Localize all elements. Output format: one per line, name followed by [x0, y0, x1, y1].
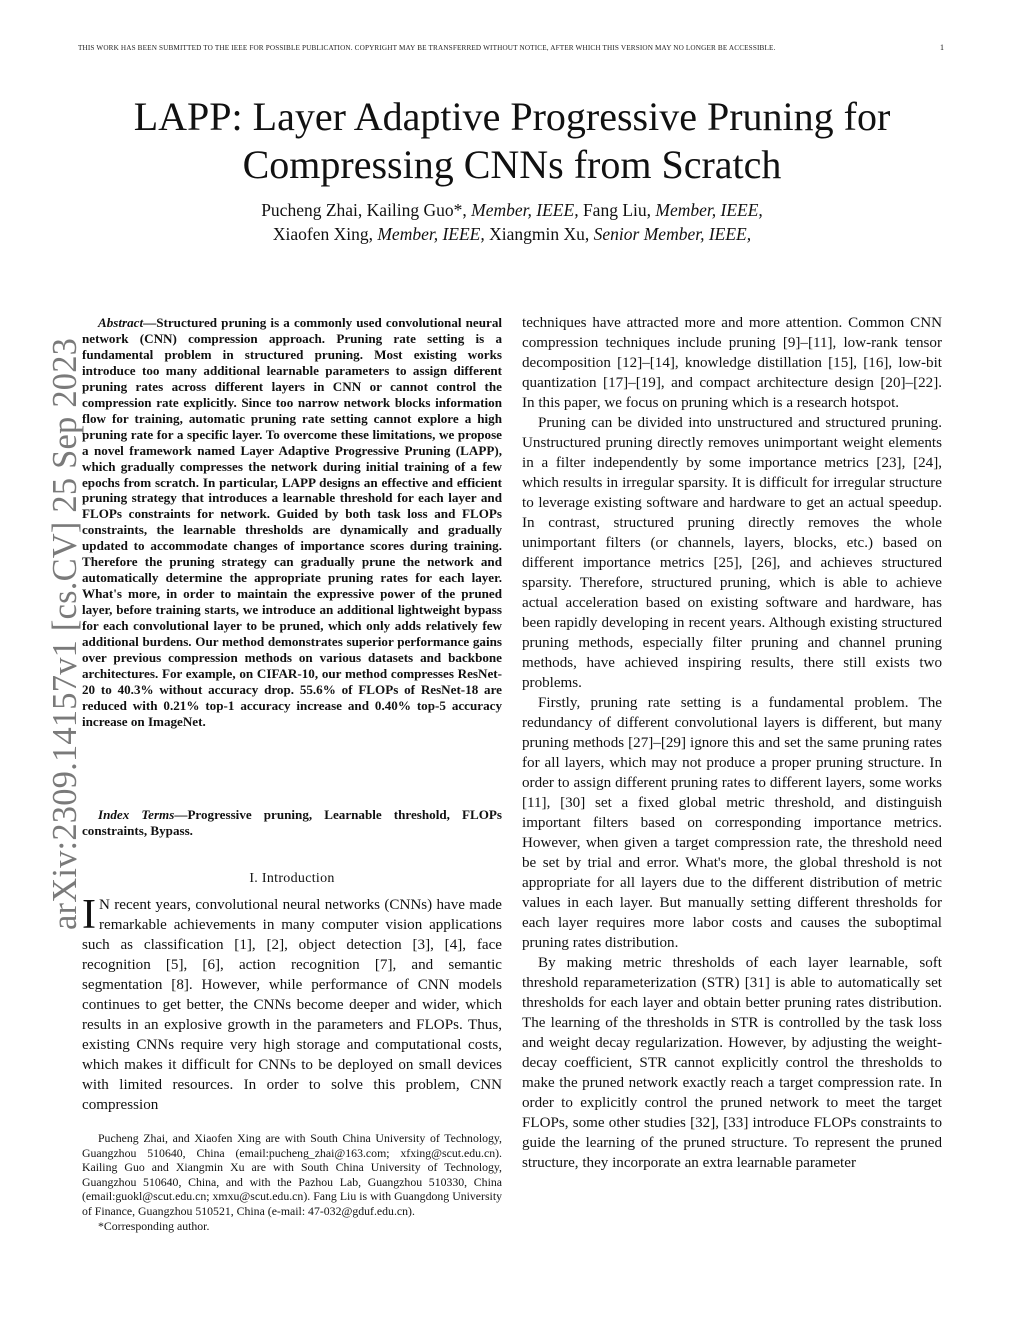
author-3: Xiaofen Xing, — [272, 224, 373, 244]
index-terms — [82, 807, 502, 839]
right-paragraph-3: Firstly, pruning rate setting is a fundamental problem. The redundancy of different convolutional layers is different, but many pruning methods [27]–[29] ignore this and set the same pruning rates for all layers, which may not produce a proper pruning structure. In order to assign different pruning rates to different layers, some works [11], [30] set a fixed global metric threshold, and distinguish important filters based on corresponding importance metrics. However, when given a target compression rate, the threshold need be set by trial and error. What's more, the global threshold is not appropriate for all layers due to the different distribution of metric values in each layer. But manually setting different thresholds for each layer requires more labor costs and causes the suboptimal pruning rates distribution. — [522, 695, 942, 951]
author-3-role: Member, IEEE, — [377, 224, 485, 244]
intro-text: N recent years, convolutional neural networks (CNNs) have made remarkable achievements in many computer vision applications such as classification [1], [2], object detection [3], [4], face recognition [5], [6], action recognition [7], and semantic segmentation [8]. However, while performance of CNN models continues to get better, the CNNs become deeper and wider, which results in an explosive growth in the parameters and FLOPs. Thus, existing CNNs require very high storage and computational costs, which makes it difficult for CNNs to be deployed on small devices with limited resources. In order to solve this problem, CNN compression — [82, 897, 502, 1113]
running-head: THIS WORK HAS BEEN SUBMITTED TO THE IEEE FOR POSSIBLE PUBLICATION. COPYRIGHT MAY BE TRANSFERRED WITHOUT NOTICE, AFTER WHICH THIS VERSION MAY NO LONGER BE ACCESSIBLE. — [78, 44, 776, 52]
author-line-1 — [100, 198, 924, 222]
title-line-2: Compressing CNNs from Scratch — [242, 142, 782, 187]
right-column — [522, 313, 942, 1173]
paper-title — [100, 93, 924, 189]
index-terms-label: Index Terms — [98, 807, 175, 822]
page-number: 1 — [940, 43, 944, 52]
right-paragraph-2: Pruning can be divided into unstructured and structured pruning. Unstructured pruning directly removes unimportant weight elements in a filter independently by some importance metrics [23], [24], which results in irregular sparsity. It is difficult for irregular structure to leverage existing software and hardware to get an actual speedup. In contrast, structured pruning directly removes the whole unimportant filters (or channels, layers, blocks, etc.) based on different importance metrics [25], [26], and achieves structured sparsity. Therefore, structured pruning, which is able to achieve actual acceleration based on existing software and hardware, has been rapidly developing in recent years. Although existing structured pruning methods, especially filter pruning and channel pruning methods, have achieved inspiring results, there still exists two problems. — [522, 415, 942, 691]
abstract-label: Abstract — [98, 315, 144, 330]
footnote-corresponding: *Corresponding author. — [98, 1218, 210, 1233]
index-terms-text: —Progressive pruning, Learnable threshold, FLOPs constraints, Bypass. — [82, 807, 502, 838]
author-list — [100, 198, 924, 246]
right-paragraph-1: techniques have attracted more and more attention. Common CNN compression techniques include pruning [9]–[11], low-rank tensor decomposition [12]–[14], knowledge distillation [15], [16], low-bit quantization [17]–[19], and compact architecture design [20]–[22]. In this paper, we focus on pruning which is a research hotspot. — [522, 315, 942, 411]
right-paragraph-4: By making metric thresholds of each layer learnable, soft threshold reparameterization (STR) [31] is able to automatically set thresholds for each layer and obtain better pruning rates distribution. The learning of the thresholds in STR is controlled by the task loss and weight decay regularization. However, by adjusting the weight-decay coefficient, STR cannot explicitly control the thresholds to make the pruned network exactly reach a target compression rate. In order to explicitly control the pruned network to meet the target FLOPs, some other studies [32], [33] introduce FLOPs constraints to guide the learning of the pruned structure. To represent the pruned structure, they incorporate an extra learnable parameter — [522, 955, 942, 1171]
author-4-role: Senior Member, IEEE, — [593, 224, 752, 244]
abstract-text: —Structured pruning is a commonly used convolutional neural network (CNN) compression approach. Pruning rate setting is a fundamental problem in structured pruning. Most existing works introduce too many additional learnable parameters to assign different pruning rates across different layers in CNN or cannot control the compression rate explicitly. Since too narrow network blocks information flow for training, automatic pruning rate setting cannot explore a high pruning rate for a specific layer. To overcome these limitations, we propose a novel framework named Layer Adaptive Progressive Pruning (LAPP), which gradually compresses the network during initial training of a few epochs from scratch. In particular, LAPP designs an effective and efficient pruning strategy that introduces a learnable threshold for each layer and FLOPs constraints for network. Guided by both task loss and FLOPs constraints, the learnable thresholds are dynamically and gradually updated to accommodate changes of importance scores during training. Therefore the pruning strategy can gradually prune the network and automatically determine the appropriate pruning rates for each layer. What's more, in order to maintain the expressive power of the pruned layer, before training starts, we introduce an additional lightweight bypass for each convolutional layer to be pruned, which only adds relatively few additional burdens. Our method demonstrates superior performance gains over previous compression methods on various datasets and backbone architectures. For example, on CIFAR-10, our method compresses ResNet-20 to 40.3% without accuracy drop. 55.6% of FLOPs of ResNet-18 are reduced with 0.21% top-1 accuracy increase and 0.40% top-5 accuracy increase on ImageNet. — [82, 315, 502, 729]
footnote — [82, 1131, 502, 1233]
arxiv-stamp[interactable]: arXiv:2309.14157v1 [cs.CV] 25 Sep 2023 — [46, 337, 84, 930]
author-1: Pucheng Zhai, Kailing Guo*, — [261, 200, 467, 220]
author-4: Xiangmin Xu, — [489, 224, 590, 244]
author-2-role: Member, IEEE, — [655, 200, 763, 220]
abstract — [82, 315, 502, 730]
title-line-1: LAPP: Layer Adaptive Progressive Pruning for — [133, 94, 891, 139]
author-line-2 — [100, 222, 924, 246]
author-1-role: Member, IEEE, — [471, 200, 579, 220]
author-2: Fang Liu, — [582, 200, 652, 220]
intro-paragraph — [82, 892, 502, 1115]
drop-cap: I — [82, 892, 96, 938]
section-heading: I. Introduction — [249, 871, 335, 886]
footnote-affiliations: Pucheng Zhai, and Xiaofen Xing are with South China University of Technology, Guangzhou 510640, China (email:pucheng_zhai@163.com; xfxing@scut.edu.cn). Kailing Guo and Xiangmin Xu are with South China University of Technology, Guangzhou 510640, China, and with the Pazhou Lab, Guangzhou 510330, China (email:guokl@scut.edu.cn; xmxu@scut.edu.cn). Fang Liu is with Guangdong University of Finance, Guangzhou 510521, China (e-mail: 47-032@gduf.edu.cn). — [82, 1131, 502, 1218]
